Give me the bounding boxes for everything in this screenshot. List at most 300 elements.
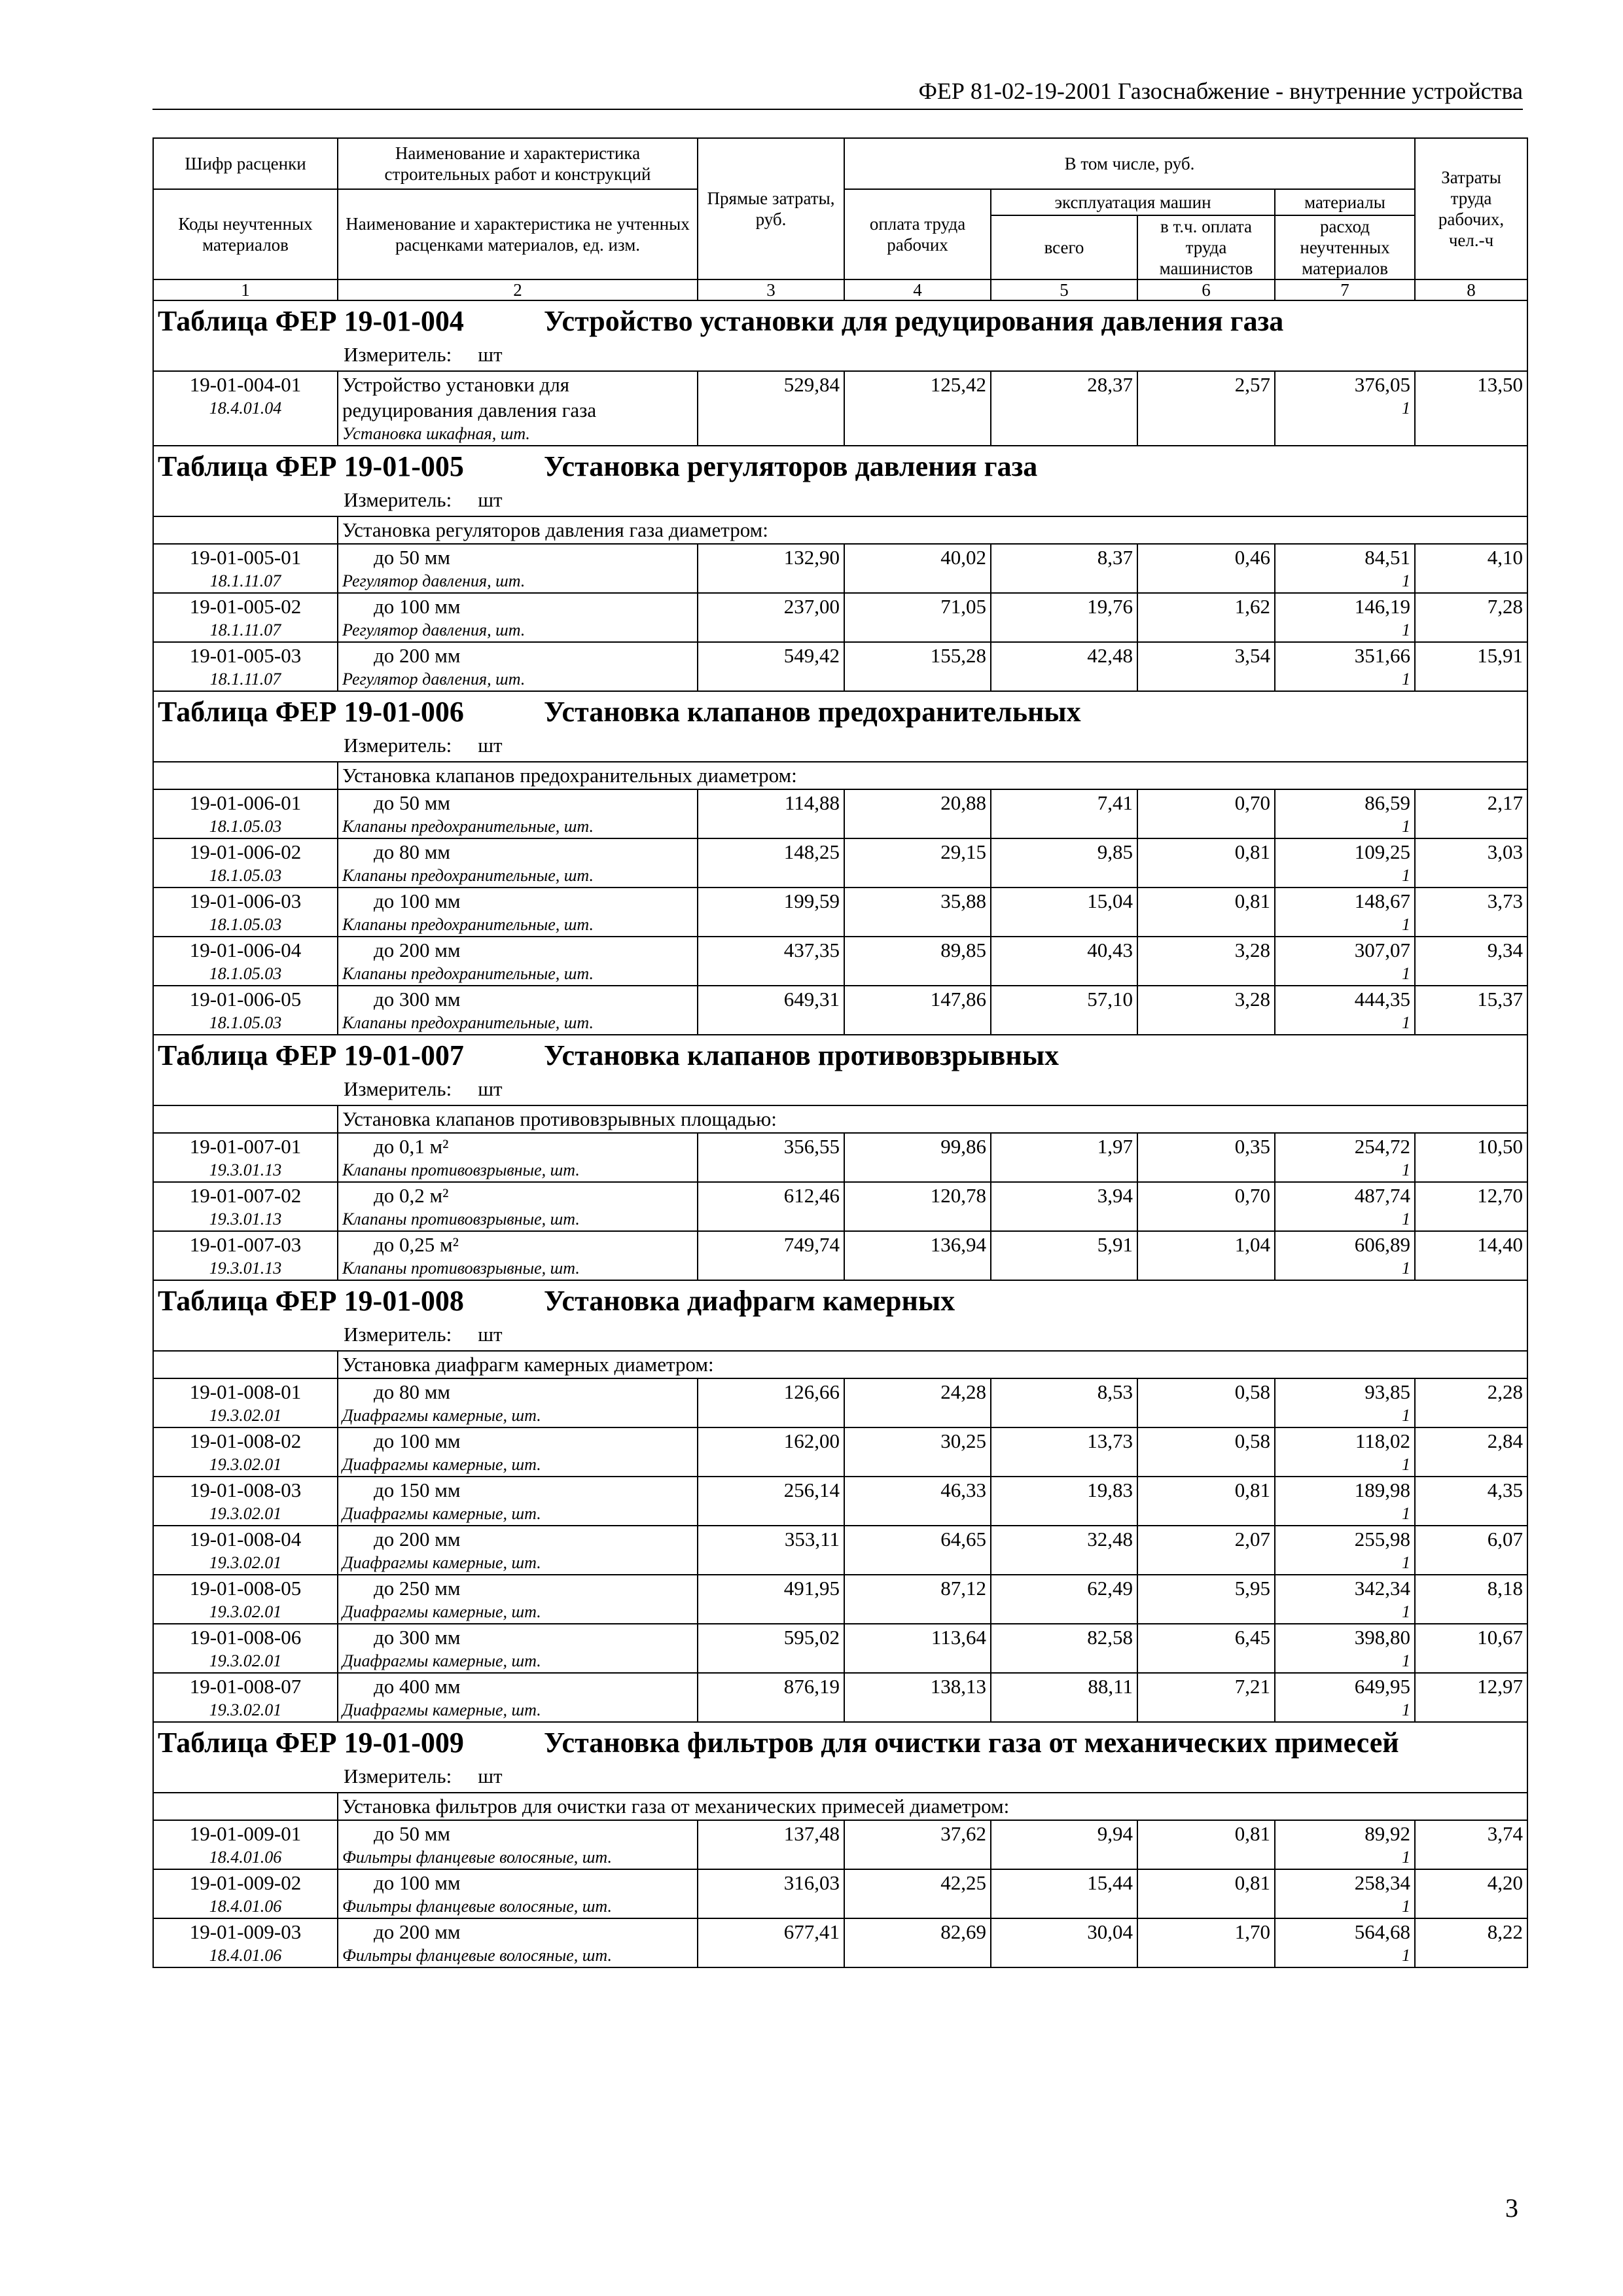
material-quantity: 1 bbox=[1402, 1700, 1411, 1719]
material-quantity: 1 bbox=[1402, 399, 1411, 418]
value-c5: 88,11 bbox=[991, 1673, 1137, 1722]
table-row bbox=[153, 1575, 1527, 1624]
group-empty bbox=[153, 762, 338, 789]
rate-name-cell bbox=[338, 937, 698, 986]
col-number: 4 bbox=[844, 279, 991, 300]
rate-name-cell bbox=[338, 1427, 698, 1477]
value-c3: 649,31 bbox=[698, 986, 844, 1035]
material-name: Диафрагмы камерные, шт. bbox=[342, 1406, 541, 1425]
col-number: 8 bbox=[1415, 279, 1527, 300]
measure-cell bbox=[153, 732, 1527, 762]
group-row bbox=[153, 762, 1527, 789]
value-c7 bbox=[1275, 1820, 1415, 1869]
material-code: 18.1.11.07 bbox=[209, 571, 281, 590]
rate-code-cell bbox=[153, 986, 338, 1035]
header-row-1 bbox=[153, 138, 1527, 189]
value-c3: 316,03 bbox=[698, 1869, 844, 1918]
table-row bbox=[153, 937, 1527, 986]
rate-code: 19-01-007-02 bbox=[189, 1184, 302, 1207]
material-quantity: 1 bbox=[1402, 1946, 1411, 1965]
material-quantity: 1 bbox=[1402, 620, 1411, 639]
measure-unit: шт bbox=[478, 1765, 503, 1787]
material-code: 18.1.05.03 bbox=[209, 866, 282, 885]
materials-cost: 342,34 bbox=[1354, 1577, 1411, 1600]
value-c4: 125,42 bbox=[844, 371, 991, 446]
measure-label: Измеритель: bbox=[344, 734, 452, 757]
value-c7 bbox=[1275, 1918, 1415, 1967]
value-c3: 256,14 bbox=[698, 1477, 844, 1526]
value-c4: 99,86 bbox=[844, 1133, 991, 1182]
page-number: 3 bbox=[1505, 2193, 1518, 2223]
rate-code: 19-01-009-02 bbox=[189, 1871, 302, 1894]
value-c3: 356,55 bbox=[698, 1133, 844, 1182]
col-header-including: В том числе, руб. bbox=[844, 138, 1415, 189]
rate-name: до 150 мм bbox=[374, 1479, 461, 1501]
measure-cell bbox=[153, 487, 1527, 516]
value-c7 bbox=[1275, 888, 1415, 937]
material-quantity: 1 bbox=[1402, 1013, 1411, 1032]
col-header-material-codes: Коды неучтенных материалов bbox=[153, 189, 338, 279]
material-quantity: 1 bbox=[1402, 915, 1411, 934]
material-quantity: 1 bbox=[1402, 1406, 1411, 1425]
rate-name: до 0,25 м² bbox=[374, 1233, 459, 1256]
value-c3: 612,46 bbox=[698, 1182, 844, 1231]
group-empty bbox=[153, 1793, 338, 1820]
rate-code-cell bbox=[153, 642, 338, 691]
value-c3: 595,02 bbox=[698, 1624, 844, 1673]
section-title bbox=[153, 1035, 1527, 1076]
section-code: Таблица ФЕР 19-01-009 bbox=[158, 1727, 464, 1759]
materials-cost: 376,05 bbox=[1354, 373, 1411, 396]
col-number: 1 bbox=[153, 279, 338, 300]
value-c5: 40,43 bbox=[991, 937, 1137, 986]
rate-code-cell bbox=[153, 1575, 338, 1624]
table-row bbox=[153, 1673, 1527, 1722]
value-c5: 9,94 bbox=[991, 1820, 1137, 1869]
rate-name-cell bbox=[338, 838, 698, 888]
value-c8: 14,40 bbox=[1415, 1231, 1527, 1280]
group-empty bbox=[153, 1105, 338, 1133]
rate-code: 19-01-008-05 bbox=[189, 1577, 302, 1600]
value-c8: 8,22 bbox=[1415, 1918, 1527, 1967]
value-c5: 42,48 bbox=[991, 642, 1137, 691]
value-c7 bbox=[1275, 937, 1415, 986]
col-header-labor-hours: Затраты труда рабочих, чел.-ч bbox=[1415, 138, 1527, 279]
value-c8: 2,84 bbox=[1415, 1427, 1527, 1477]
rate-name: до 50 мм bbox=[374, 1822, 451, 1845]
materials-cost: 189,98 bbox=[1354, 1479, 1411, 1501]
measure-row bbox=[153, 487, 1527, 516]
rate-name: до 200 мм bbox=[374, 1920, 461, 1943]
rate-code-cell bbox=[153, 838, 338, 888]
rate-name: до 100 мм bbox=[374, 889, 461, 912]
column-number-row bbox=[153, 279, 1527, 300]
table-row bbox=[153, 1869, 1527, 1918]
value-c3: 677,41 bbox=[698, 1918, 844, 1967]
value-c4: 40,02 bbox=[844, 544, 991, 593]
value-c3: 353,11 bbox=[698, 1526, 844, 1575]
material-quantity: 1 bbox=[1402, 1602, 1411, 1621]
value-c4: 138,13 bbox=[844, 1673, 991, 1722]
value-c8: 4,20 bbox=[1415, 1869, 1527, 1918]
rate-name-cell bbox=[338, 1378, 698, 1427]
section-code: Таблица ФЕР 19-01-006 bbox=[158, 696, 464, 728]
rate-code: 19-01-009-03 bbox=[189, 1920, 302, 1943]
value-c6: 1,04 bbox=[1137, 1231, 1275, 1280]
group-row bbox=[153, 1351, 1527, 1378]
material-quantity: 1 bbox=[1402, 1455, 1411, 1474]
table-row bbox=[153, 1477, 1527, 1526]
material-code: 19.3.01.13 bbox=[209, 1259, 282, 1278]
material-name: Диафрагмы камерные, шт. bbox=[342, 1700, 541, 1719]
measure-unit: шт bbox=[478, 1077, 503, 1100]
value-c3: 199,59 bbox=[698, 888, 844, 937]
value-c7 bbox=[1275, 371, 1415, 446]
value-c5: 7,41 bbox=[991, 789, 1137, 838]
materials-cost: 93,85 bbox=[1364, 1380, 1411, 1403]
rate-name: до 80 мм bbox=[374, 840, 451, 863]
rate-code: 19-01-008-02 bbox=[189, 1429, 302, 1452]
value-c3: 162,00 bbox=[698, 1427, 844, 1477]
rate-code-cell bbox=[153, 888, 338, 937]
material-name: Регулятор давления, шт. bbox=[342, 670, 526, 689]
value-c7 bbox=[1275, 1378, 1415, 1427]
value-c3: 114,88 bbox=[698, 789, 844, 838]
rate-code-cell bbox=[153, 1378, 338, 1427]
materials-cost: 487,74 bbox=[1354, 1184, 1411, 1207]
value-c6: 6,45 bbox=[1137, 1624, 1275, 1673]
material-name: Диафрагмы камерные, шт. bbox=[342, 1602, 541, 1621]
value-c7 bbox=[1275, 1869, 1415, 1918]
section-code: Таблица ФЕР 19-01-008 bbox=[158, 1285, 464, 1317]
rate-code: 19-01-004-01 bbox=[189, 373, 302, 396]
section-title-row bbox=[153, 1722, 1527, 1763]
col-header-machines-total: всего bbox=[991, 215, 1137, 279]
measure-unit: шт bbox=[478, 488, 503, 511]
value-c6: 0,46 bbox=[1137, 544, 1275, 593]
rate-name: до 200 мм bbox=[374, 939, 461, 961]
value-c6: 0,81 bbox=[1137, 1869, 1275, 1918]
rate-name: до 50 мм bbox=[374, 546, 451, 569]
material-name: Клапаны противовзрывные, шт. bbox=[342, 1160, 580, 1179]
materials-cost: 86,59 bbox=[1364, 791, 1411, 814]
value-c8: 12,97 bbox=[1415, 1673, 1527, 1722]
rate-name: до 100 мм bbox=[374, 595, 461, 618]
value-c5: 9,85 bbox=[991, 838, 1137, 888]
materials-cost: 146,19 bbox=[1354, 595, 1411, 618]
value-c6: 0,35 bbox=[1137, 1133, 1275, 1182]
material-code: 18.1.05.03 bbox=[209, 817, 282, 836]
materials-cost: 254,72 bbox=[1354, 1135, 1411, 1158]
rate-code-cell bbox=[153, 937, 338, 986]
value-c8: 12,70 bbox=[1415, 1182, 1527, 1231]
value-c7 bbox=[1275, 789, 1415, 838]
value-c5: 62,49 bbox=[991, 1575, 1137, 1624]
value-c6: 5,95 bbox=[1137, 1575, 1275, 1624]
material-quantity: 1 bbox=[1402, 1553, 1411, 1572]
document-header: ФЕР 81-02-19-2001 Газоснабжение - внутренние устройства bbox=[152, 77, 1523, 110]
material-code: 18.1.11.07 bbox=[209, 620, 281, 639]
value-c6: 0,81 bbox=[1137, 838, 1275, 888]
col-number: 5 bbox=[991, 279, 1137, 300]
material-name: Клапаны предохранительные, шт. bbox=[342, 964, 594, 983]
rate-name: до 400 мм bbox=[374, 1675, 461, 1698]
value-c7 bbox=[1275, 1575, 1415, 1624]
rate-code: 19-01-008-07 bbox=[189, 1675, 302, 1698]
material-quantity: 1 bbox=[1402, 670, 1411, 689]
material-code: 18.1.11.07 bbox=[209, 670, 281, 689]
material-quantity: 1 bbox=[1402, 1897, 1411, 1916]
measure-label: Измеритель: bbox=[344, 1323, 452, 1346]
rate-code-cell bbox=[153, 789, 338, 838]
col-number: 2 bbox=[338, 279, 698, 300]
value-c7 bbox=[1275, 986, 1415, 1035]
value-c5: 1,97 bbox=[991, 1133, 1137, 1182]
value-c3: 529,84 bbox=[698, 371, 844, 446]
measure-row bbox=[153, 1076, 1527, 1105]
value-c8: 10,50 bbox=[1415, 1133, 1527, 1182]
rate-name-cell bbox=[338, 1182, 698, 1231]
value-c4: 46,33 bbox=[844, 1477, 991, 1526]
table-row bbox=[153, 1918, 1527, 1967]
col-number: 6 bbox=[1137, 279, 1275, 300]
rate-name-cell bbox=[338, 544, 698, 593]
value-c3: 437,35 bbox=[698, 937, 844, 986]
rate-name: до 300 мм bbox=[374, 1626, 461, 1649]
col-header-code: Шифр расценки bbox=[153, 138, 338, 189]
value-c4: 71,05 bbox=[844, 593, 991, 642]
material-code: 19.3.02.01 bbox=[209, 1700, 282, 1719]
value-c3: 148,25 bbox=[698, 838, 844, 888]
value-c4: 29,15 bbox=[844, 838, 991, 888]
materials-cost: 398,80 bbox=[1354, 1626, 1411, 1649]
rate-code-cell bbox=[153, 1231, 338, 1280]
value-c6: 0,81 bbox=[1137, 888, 1275, 937]
rate-name-cell bbox=[338, 1918, 698, 1967]
group-text: Установка клапанов противовзрывных площадью: bbox=[338, 1105, 1527, 1133]
section-title bbox=[153, 446, 1527, 487]
rate-code: 19-01-007-03 bbox=[189, 1233, 302, 1256]
price-table bbox=[152, 137, 1528, 1968]
value-c3: 237,00 bbox=[698, 593, 844, 642]
rate-code-cell bbox=[153, 593, 338, 642]
measure-cell bbox=[153, 1763, 1527, 1793]
value-c8: 15,37 bbox=[1415, 986, 1527, 1035]
value-c7 bbox=[1275, 1526, 1415, 1575]
materials-cost: 351,66 bbox=[1354, 644, 1411, 667]
materials-cost: 606,89 bbox=[1354, 1233, 1411, 1256]
table-row bbox=[153, 593, 1527, 642]
section-title-text: Установка клапанов предохранительных bbox=[544, 696, 1081, 728]
value-c6: 2,07 bbox=[1137, 1526, 1275, 1575]
value-c5: 5,91 bbox=[991, 1231, 1137, 1280]
value-c7 bbox=[1275, 1477, 1415, 1526]
value-c7 bbox=[1275, 642, 1415, 691]
value-c3: 126,66 bbox=[698, 1378, 844, 1427]
value-c4: 35,88 bbox=[844, 888, 991, 937]
value-c8: 2,28 bbox=[1415, 1378, 1527, 1427]
table-row bbox=[153, 1526, 1527, 1575]
rate-name: до 250 мм bbox=[374, 1577, 461, 1600]
value-c4: 24,28 bbox=[844, 1378, 991, 1427]
section-code: Таблица ФЕР 19-01-007 bbox=[158, 1039, 464, 1071]
rate-name: до 0,1 м² bbox=[374, 1135, 449, 1158]
value-c6: 3,54 bbox=[1137, 642, 1275, 691]
value-c8: 3,73 bbox=[1415, 888, 1527, 937]
group-text: Установка регуляторов давления газа диаметром: bbox=[338, 516, 1527, 544]
material-code: 19.3.01.13 bbox=[209, 1160, 282, 1179]
material-quantity: 1 bbox=[1402, 866, 1411, 885]
measure-label: Измеритель: bbox=[344, 1077, 452, 1100]
rate-code-cell bbox=[153, 1673, 338, 1722]
measure-unit: шт bbox=[478, 343, 503, 366]
group-row bbox=[153, 1793, 1527, 1820]
material-quantity: 1 bbox=[1402, 1259, 1411, 1278]
value-c6: 0,81 bbox=[1137, 1820, 1275, 1869]
col-header-materials: материалы bbox=[1275, 189, 1415, 215]
value-c7 bbox=[1275, 1231, 1415, 1280]
rate-name-cell bbox=[338, 1869, 698, 1918]
group-row bbox=[153, 516, 1527, 544]
group-empty bbox=[153, 516, 338, 544]
rate-code-cell bbox=[153, 1624, 338, 1673]
table-row bbox=[153, 1133, 1527, 1182]
rate-name-cell bbox=[338, 1133, 698, 1182]
value-c5: 13,73 bbox=[991, 1427, 1137, 1477]
rate-name-cell bbox=[338, 1575, 698, 1624]
materials-cost: 148,67 bbox=[1354, 889, 1411, 912]
value-c6: 3,28 bbox=[1137, 937, 1275, 986]
material-quantity: 1 bbox=[1402, 571, 1411, 590]
rate-code-cell bbox=[153, 1133, 338, 1182]
rate-code-cell bbox=[153, 1526, 338, 1575]
rate-code: 19-01-006-01 bbox=[189, 791, 302, 814]
table-row bbox=[153, 371, 1527, 446]
rate-code-cell bbox=[153, 1820, 338, 1869]
value-c4: 87,12 bbox=[844, 1575, 991, 1624]
measure-unit: шт bbox=[478, 734, 503, 757]
rate-name: до 80 мм bbox=[374, 1380, 451, 1403]
materials-cost: 118,02 bbox=[1355, 1429, 1411, 1452]
rate-name: Устройство установки для редуцирования давления газа bbox=[342, 373, 597, 422]
value-c6: 1,62 bbox=[1137, 593, 1275, 642]
value-c4: 64,65 bbox=[844, 1526, 991, 1575]
rate-code: 19-01-006-05 bbox=[189, 988, 302, 1011]
value-c4: 37,62 bbox=[844, 1820, 991, 1869]
section-title-text: Установка клапанов противовзрывных bbox=[544, 1039, 1060, 1071]
material-code: 18.4.01.06 bbox=[209, 1897, 282, 1916]
section-title-text: Установка регуляторов давления газа bbox=[544, 450, 1038, 482]
rate-name-cell bbox=[338, 1673, 698, 1722]
section-title bbox=[153, 1722, 1527, 1763]
value-c5: 82,58 bbox=[991, 1624, 1137, 1673]
rate-name-cell bbox=[338, 1820, 698, 1869]
value-c6: 0,70 bbox=[1137, 789, 1275, 838]
rate-code: 19-01-008-04 bbox=[189, 1528, 302, 1551]
materials-cost: 649,95 bbox=[1354, 1675, 1411, 1698]
rate-name-cell bbox=[338, 888, 698, 937]
value-c4: 42,25 bbox=[844, 1869, 991, 1918]
rate-name: до 200 мм bbox=[374, 644, 461, 667]
value-c8: 9,34 bbox=[1415, 937, 1527, 986]
value-c5: 57,10 bbox=[991, 986, 1137, 1035]
value-c3: 749,74 bbox=[698, 1231, 844, 1280]
material-name: Регулятор давления, шт. bbox=[342, 571, 526, 590]
measure-row bbox=[153, 342, 1527, 371]
material-name: Фильтры фланцевые волосяные, шт. bbox=[342, 1897, 612, 1916]
value-c8: 10,67 bbox=[1415, 1624, 1527, 1673]
section-title bbox=[153, 1280, 1527, 1321]
value-c8: 15,91 bbox=[1415, 642, 1527, 691]
measure-row bbox=[153, 1321, 1527, 1351]
group-row bbox=[153, 1105, 1527, 1133]
table-row bbox=[153, 642, 1527, 691]
material-code: 18.4.01.04 bbox=[209, 399, 282, 418]
value-c5: 3,94 bbox=[991, 1182, 1137, 1231]
table-row bbox=[153, 1427, 1527, 1477]
value-c6: 0,58 bbox=[1137, 1427, 1275, 1477]
value-c5: 15,44 bbox=[991, 1869, 1137, 1918]
material-quantity: 1 bbox=[1402, 964, 1411, 983]
value-c4: 120,78 bbox=[844, 1182, 991, 1231]
rate-code-cell bbox=[153, 1918, 338, 1967]
rate-code: 19-01-005-03 bbox=[189, 644, 302, 667]
rate-code: 19-01-005-01 bbox=[189, 546, 302, 569]
section-title-row bbox=[153, 691, 1527, 732]
value-c7 bbox=[1275, 1624, 1415, 1673]
material-code: 19.3.02.01 bbox=[209, 1553, 282, 1572]
material-name: Клапаны предохранительные, шт. bbox=[342, 817, 594, 836]
material-code: 18.4.01.06 bbox=[209, 1848, 282, 1867]
material-code: 18.4.01.06 bbox=[209, 1946, 282, 1965]
col-number: 3 bbox=[698, 279, 844, 300]
section-title-row bbox=[153, 1035, 1527, 1076]
value-c5: 28,37 bbox=[991, 371, 1137, 446]
material-name: Диафрагмы камерные, шт. bbox=[342, 1651, 541, 1670]
value-c3: 137,48 bbox=[698, 1820, 844, 1869]
value-c3: 549,42 bbox=[698, 642, 844, 691]
materials-cost: 109,25 bbox=[1354, 840, 1411, 863]
section-title-row bbox=[153, 1280, 1527, 1321]
material-code: 18.1.05.03 bbox=[209, 964, 282, 983]
section-title-row bbox=[153, 300, 1527, 342]
col-header-worker-pay: оплата труда рабочих bbox=[844, 189, 991, 279]
value-c7 bbox=[1275, 1133, 1415, 1182]
value-c6: 7,21 bbox=[1137, 1673, 1275, 1722]
measure-label: Измеритель: bbox=[344, 488, 452, 511]
table-row bbox=[153, 1820, 1527, 1869]
value-c4: 113,64 bbox=[844, 1624, 991, 1673]
material-quantity: 1 bbox=[1402, 1210, 1411, 1229]
materials-cost: 255,98 bbox=[1354, 1528, 1411, 1551]
table-row bbox=[153, 986, 1527, 1035]
material-quantity: 1 bbox=[1402, 1651, 1411, 1670]
material-code: 19.3.02.01 bbox=[209, 1504, 282, 1523]
table-row bbox=[153, 1624, 1527, 1673]
value-c5: 19,76 bbox=[991, 593, 1137, 642]
group-text: Установка фильтров для очистки газа от механических примесей диаметром: bbox=[338, 1793, 1527, 1820]
material-code: 19.3.02.01 bbox=[209, 1651, 282, 1670]
rate-name-cell bbox=[338, 1231, 698, 1280]
measure-unit: шт bbox=[478, 1323, 503, 1346]
rate-name: до 0,2 м² bbox=[374, 1184, 449, 1207]
rate-code-cell bbox=[153, 371, 338, 446]
materials-cost: 84,51 bbox=[1364, 546, 1411, 569]
materials-cost: 89,92 bbox=[1364, 1822, 1411, 1845]
section-code: Таблица ФЕР 19-01-005 bbox=[158, 450, 464, 482]
material-code: 19.3.02.01 bbox=[209, 1455, 282, 1474]
value-c8: 13,50 bbox=[1415, 371, 1527, 446]
